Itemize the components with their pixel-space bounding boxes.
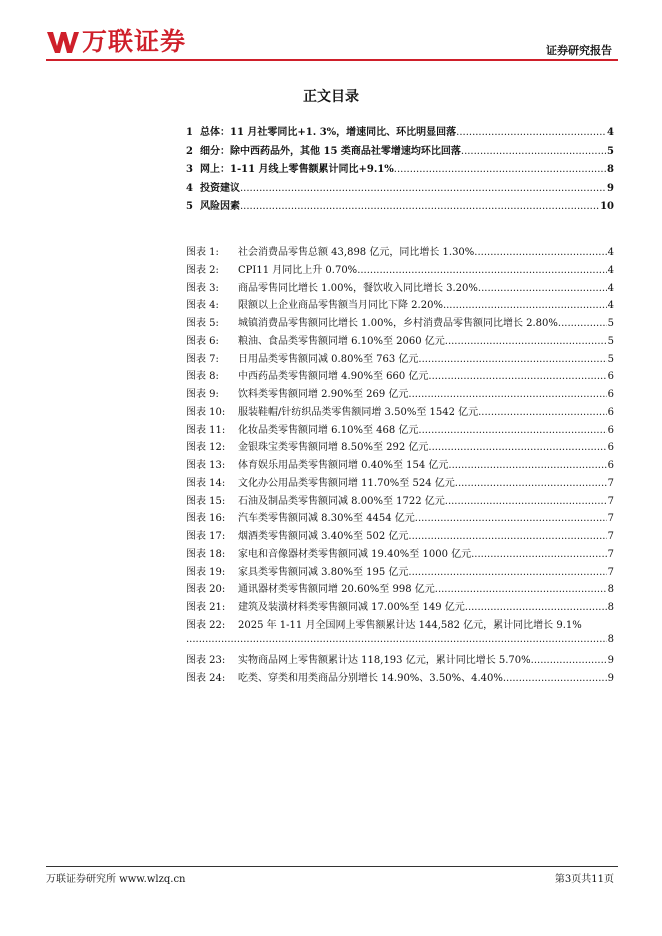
dot-leader [408,531,606,542]
table-of-contents [186,123,614,216]
logo-text: 万联证券 [82,27,187,56]
dot-leader [418,425,606,436]
toc-text: 风险因素 [200,201,240,212]
figure-page: 9 [607,673,614,684]
dot-leader [418,354,606,365]
toc-text: 总体：11 月社零同比+1. 3%，增速同比、环比明显回落 [200,127,457,138]
figure-entry[interactable] [186,279,614,297]
dot-leader [465,602,607,613]
figure-page: 4 [607,300,614,312]
dot-leader [394,164,606,175]
figure-label: 图表 1: [186,247,219,258]
figure-label: 图表 15: [186,495,226,507]
dot-leader [558,318,607,329]
figure-text: 通讯器材类零售额同增 20.60%至 998 亿元 [238,584,435,596]
figure-page: 8 [607,633,614,645]
figure-entry[interactable] [186,598,614,616]
figure-label: 图表 16: [186,513,226,525]
figure-page: 7 [607,495,614,507]
figure-label: 图表 10: [186,406,226,418]
figure-entry[interactable] [186,350,614,368]
figure-entry[interactable] [186,545,614,563]
wanlian-w-logo-icon [46,29,80,55]
figure-entry[interactable] [186,332,614,350]
dot-leader [448,460,606,471]
figure-page: 7 [607,531,614,542]
figure-text: 实物商品网上零售额累计达 118,193 亿元，累计同比增长 5.70% [238,655,531,667]
footer-page-number: 第3页共11页 [554,874,614,885]
figure-label: 图表 14: [186,477,226,489]
figure-text: 家电和音像器材类零售额同减 19.40%至 1000 亿元 [238,548,472,560]
dot-leader [445,496,607,507]
figure-text: 商品零售同比增长 1.00%，餐饮收入同比增长 3.20% [238,282,478,294]
figure-page: 5 [607,353,614,365]
toc-number: 4 [186,182,193,194]
figure-label: 图表 5: [186,318,219,329]
toc-number: 2 [186,145,193,157]
toc-number: 1 [186,127,193,138]
figure-text: 服装鞋帽/针纺织品类零售额同增 3.50%至 1542 亿元 [238,406,479,418]
dot-leader [455,478,607,489]
figure-label: 图表 13: [186,460,226,471]
dot-leader [428,442,606,453]
figure-entry[interactable] [186,296,614,314]
figure-text: 家具类零售额同减 3.80%至 195 亿元 [238,566,409,578]
figure-label: 图表 19: [186,566,226,578]
page-header [0,0,662,64]
figure-text: 城镇消费品零售额同比增长 1.00%，乡村消费品零售额同比增长 2.80% [238,318,558,329]
toc-entry[interactable] [186,197,614,216]
figure-page: 6 [607,371,614,383]
header-divider [46,59,618,61]
figure-label: 图表 3: [186,282,219,294]
toc-page: 4 [607,127,614,138]
figure-page: 7 [607,477,614,489]
figure-entry[interactable] [186,456,614,474]
dot-leader [186,634,607,645]
figure-page: 8 [607,584,614,596]
dot-leader [471,549,607,560]
figure-text: 吃类、穿类和用类商品分别增长 14.90%、3.50%、4.40% [238,673,503,684]
figure-text: 化妆品类零售额同增 6.10%至 468 亿元 [238,424,419,436]
figure-entry[interactable] [186,421,614,439]
toc-entry[interactable] [186,179,614,198]
dot-leader [408,567,606,578]
figure-page: 7 [607,548,614,560]
figure-entry[interactable] [186,438,614,456]
toc-page: 9 [607,182,614,194]
figure-text: 中西药品类零售额同增 4.90%至 660 亿元 [238,371,429,383]
toc-text: 细分：除中西药品外，其他 15 类商品社零增速均环比回落 [200,145,461,157]
dot-leader [531,655,607,666]
figure-text: 体育娱乐用品类零售额同增 0.40%至 154 亿元 [238,460,449,471]
toc-page: 8 [607,164,614,175]
footer-source: 万联证券研究所 www.wlzq.cn [46,874,186,885]
figure-label: 图表 9: [186,389,219,400]
figure-text: 限额以上企业商品零售额当月同比下降 2.20% [238,300,443,312]
figure-label: 图表 23: [186,655,226,667]
dot-leader [357,265,606,276]
figure-label: 图表 21: [186,602,226,613]
toc-entry[interactable] [186,123,614,142]
dot-leader [415,513,607,524]
figure-page: 7 [607,566,614,578]
figure-label: 图表 18: [186,548,226,560]
company-logo [46,27,186,57]
figure-entry[interactable] [186,563,614,581]
report-type-label: 证券研究报告 [546,44,612,57]
figure-entry[interactable] [186,527,614,545]
figure-label: 图表 6: [186,335,219,347]
figure-label: 图表 12: [186,442,226,454]
dot-leader [435,584,607,595]
toc-number: 5 [186,201,193,212]
dot-leader [240,201,599,212]
figure-text: 粮油、食品类零售额同增 6.10%至 2060 亿元 [238,335,445,347]
dot-leader [478,407,607,418]
figure-entry[interactable] [186,580,614,598]
figure-entry[interactable] [186,651,614,669]
figure-entry[interactable] [186,314,614,332]
figure-entry[interactable] [186,367,614,385]
figure-label: 图表 22: [186,619,226,631]
figure-page: 4 [607,282,614,294]
toc-entry[interactable] [186,160,614,179]
figure-entry[interactable] [186,385,614,403]
figure-text: 石油及制品类零售额同减 8.00%至 1722 亿元 [238,495,445,507]
toc-text: 投资建议 [200,182,240,194]
figure-entry[interactable] [186,474,614,492]
dot-leader [428,371,606,382]
toc-number: 3 [186,164,193,175]
figure-entry[interactable] [186,261,614,279]
figure-text: 金银珠宝类零售额同增 8.50%至 292 亿元 [238,442,429,454]
figure-page: 6 [607,389,614,400]
figure-page: 8 [607,602,614,613]
dot-leader [461,146,606,157]
figure-page: 6 [607,460,614,471]
figure-label: 图表 7: [186,353,219,365]
dot-leader [474,247,606,258]
figure-page: 6 [607,406,614,418]
figure-page: 7 [607,513,614,525]
figure-text: 文化办公用品类零售额同增 11.70%至 524 亿元 [238,477,455,489]
figure-page: 5 [607,335,614,347]
dot-leader [408,389,606,400]
dot-leader [240,183,606,194]
footer-divider [46,866,618,867]
dot-leader [445,336,607,347]
figure-label: 图表 4: [186,300,219,312]
dot-leader [503,673,607,684]
figure-label: 图表 2: [186,264,219,276]
figure-text: 汽车类零售额同减 8.30%至 4454 亿元 [238,513,415,525]
figure-entry[interactable] [186,509,614,527]
figure-label: 图表 20: [186,584,226,596]
figure-text: 社会消费品零售总额 43,898 亿元，同比增长 1.30% [238,247,475,258]
toc-title: 正文目录 [303,89,359,105]
figure-entry[interactable] [186,403,614,421]
dot-leader [456,127,606,138]
dot-leader [478,283,607,294]
figure-list [186,243,614,687]
figure-entry[interactable] [186,492,614,510]
figure-entry[interactable] [186,243,614,261]
figure-text: 饮料类零售额同增 2.90%至 269 亿元 [238,389,409,400]
dot-leader [443,300,607,311]
toc-page: 5 [607,145,614,157]
figure-page: 6 [607,424,614,436]
figure-page: 5 [607,318,614,329]
figure-label: 图表 11: [186,424,226,436]
toc-entry[interactable] [186,142,614,161]
figure-text: 烟酒类零售额同减 3.40%至 502 亿元 [238,531,409,542]
figure-label: 图表 8: [186,371,219,383]
figure-page: 4 [607,247,614,258]
figure-entry[interactable] [186,669,614,687]
figure-text: 2025 年 1-11 月全国网上零售额累计达 144,582 亿元，累计同比增长 9.1% [238,619,582,631]
toc-page: 10 [600,201,614,212]
figure-text: CPI11 月同比上升 0.70% [238,264,358,276]
figure-label: 图表 17: [186,531,226,542]
figure-page: 9 [607,655,614,667]
figure-text: 日用品类零售额同减 0.80%至 763 亿元 [238,353,419,365]
figure-label: 图表 24: [186,673,226,684]
toc-text: 网上：1-11 月线上零售额累计同比+9.1% [200,164,394,175]
figure-text: 建筑及装潢材料类零售额同减 17.00%至 149 亿元 [238,602,465,613]
figure-page: 4 [607,264,614,276]
figure-page: 6 [607,442,614,454]
figure-entry-wrapped[interactable] [186,616,614,652]
